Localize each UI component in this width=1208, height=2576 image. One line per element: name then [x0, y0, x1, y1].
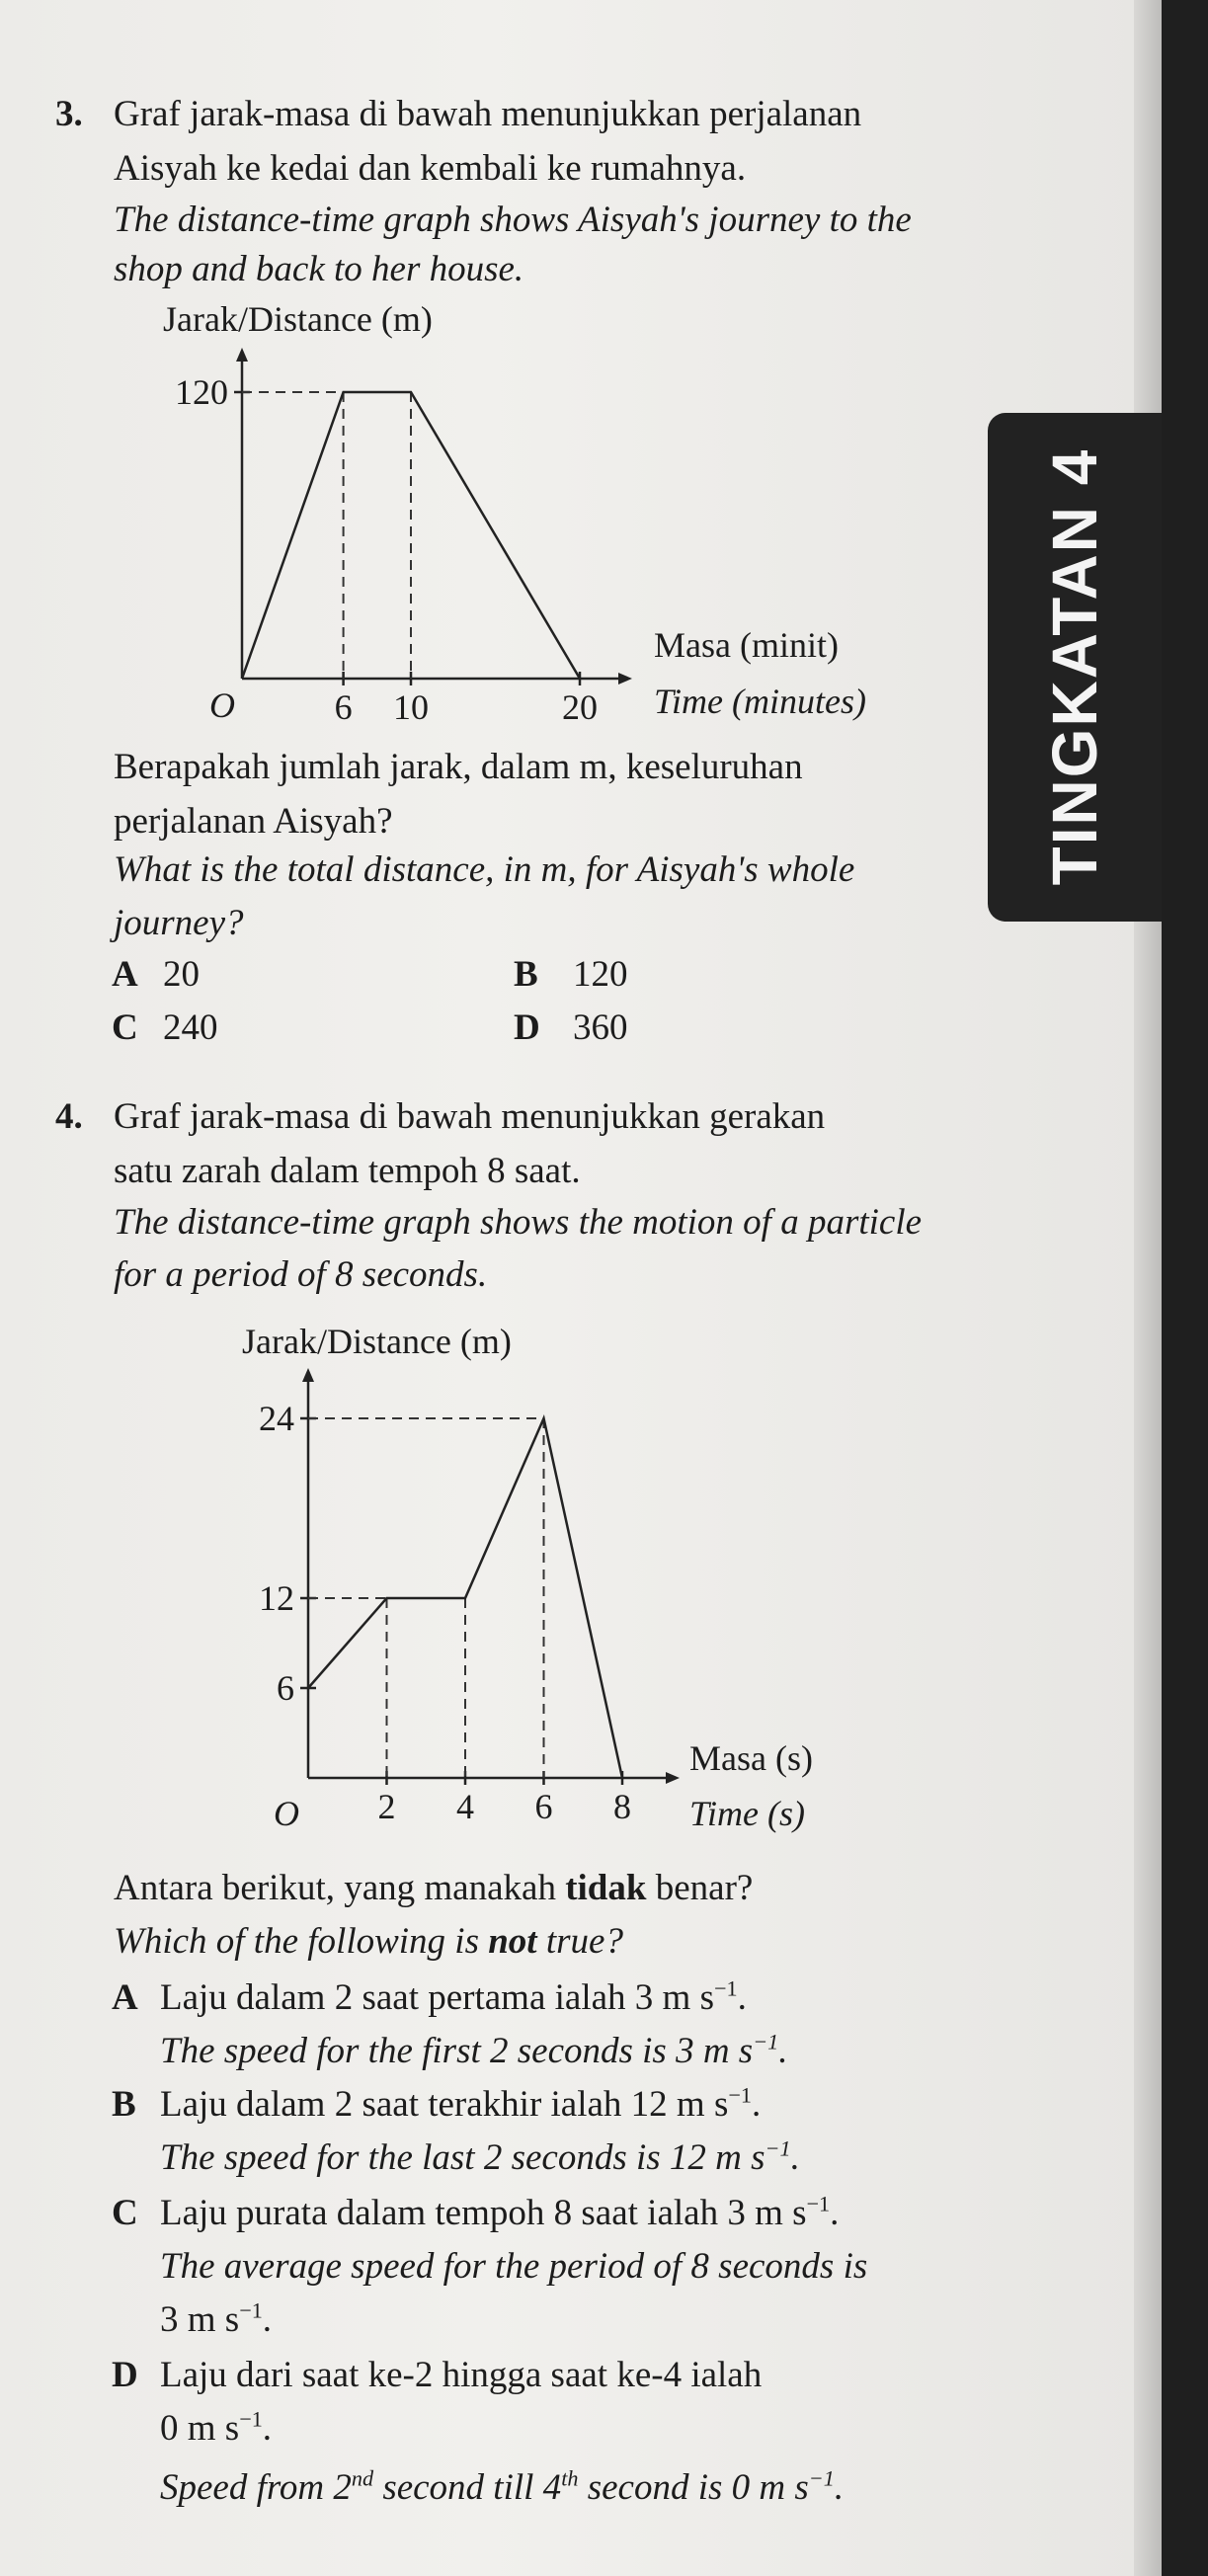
q4-option-a-malay[interactable]: Laju dalam 2 saat pertama ialah 3 m $s^{-1}$.: [160, 1975, 747, 2018]
q4-option-b-english: The speed for the last 2 seconds is 12 m $s^{-1}$.: [160, 2135, 800, 2178]
g1-x-tick-label: 10: [393, 687, 429, 727]
q3-malay-line-1: Graf jarak-masa di bawah menunjukkan perjalanan: [114, 94, 862, 134]
g2-y-tick-label: 6: [277, 1668, 294, 1708]
graph1: [163, 299, 866, 727]
q3-question-english-1: What is the total distance, in m, for Aisyah's whole: [114, 849, 855, 890]
q4-option-b-malay[interactable]: Laju dalam 2 saat terakhir ialah 12 m $s^{-1}$.: [160, 2082, 762, 2125]
q3-english-line-2: shop and back to her house.: [114, 249, 524, 289]
graph2-x-label-malay: Masa (s): [689, 1738, 813, 1778]
q3-option-b-text[interactable]: 120: [573, 954, 628, 995]
q4-malay-line-1: Graf jarak-masa di bawah menunjukkan gerakan: [114, 1096, 826, 1137]
q3-question-english-2: journey?: [114, 903, 244, 943]
q3-english-line-1: The distance-time graph shows Aisyah's journey to the: [114, 200, 912, 240]
q4-option-c-letter: C: [112, 2193, 138, 2233]
q4-english-line-2: for a period of 8 seconds.: [114, 1254, 488, 1295]
graph2-y-axis-arrow: [302, 1368, 314, 1382]
g1-x-tick-label: 6: [334, 687, 353, 727]
q3-option-d-text[interactable]: 360: [573, 1007, 628, 1048]
graph1-y-axis-arrow: [236, 348, 248, 362]
graph1-x-axis-arrow: [618, 673, 632, 684]
graph2: [242, 1322, 813, 1833]
graph1-y-label: Jarak/Distance (m): [163, 299, 433, 339]
g1-x-tick-label: 20: [562, 687, 598, 727]
q4-question-malay: Antara berikut, yang manakah tidak benar?: [114, 1868, 754, 1908]
q4-option-b-letter: B: [112, 2084, 136, 2125]
g2-x-tick-label: 2: [377, 1787, 396, 1826]
q4-option-c-malay[interactable]: Laju purata dalam tempoh 8 saat ialah 3 m $s^{-1}$.: [160, 2191, 840, 2233]
q3-malay-line-2: Aisyah ke kedai dan kembali ke rumahnya.: [114, 148, 747, 189]
graph2-origin: O: [274, 1794, 299, 1833]
q4-malay-line-2: satu zarah dalam tempoh 8 saat.: [114, 1151, 581, 1191]
q3-option-a-letter: A: [112, 954, 138, 995]
q3-option-d-letter: D: [514, 1007, 540, 1048]
graph2-x-axis-arrow: [666, 1772, 680, 1784]
q3-option-a-text[interactable]: 20: [163, 954, 200, 995]
q4-option-d-english: Speed from 2nd second till 4th second is 0 m $s^{-1}$.: [160, 2465, 845, 2508]
g1-y-tick-label: 120: [175, 372, 228, 412]
q3-question-malay-1: Berapakah jumlah jarak, dalam m, keseluruhan: [114, 747, 803, 787]
graph2-y-label: Jarak/Distance (m): [242, 1322, 512, 1361]
chapter-tab-label: TINGKATAN 4: [1039, 447, 1110, 886]
graph1-origin: O: [209, 685, 235, 725]
q4-option-d-malay[interactable]: Laju dari saat ke-2 hingga saat ke-4 ialah: [160, 2355, 763, 2395]
q3-option-c-text[interactable]: 240: [163, 1007, 218, 1048]
q3-option-c-letter: C: [112, 1007, 138, 1048]
q4-option-c-english: The average speed for the period of 8 seconds is: [160, 2246, 868, 2287]
g2-y-tick-label: 12: [259, 1578, 294, 1618]
q3-option-b-letter: B: [514, 954, 538, 995]
q3-number: 3.: [55, 94, 83, 134]
q4-option-c-english-cont: 3 m $s^{-1}$.: [160, 2297, 273, 2340]
q4-question-english: Which of the following is not true?: [114, 1921, 623, 1962]
q3-question-malay-2: perjalanan Aisyah?: [114, 801, 393, 842]
q4-option-a-english: The speed for the first 2 seconds is 3 m $s^{-1}$.: [160, 2029, 788, 2071]
g2-x-tick-label: 4: [456, 1787, 474, 1826]
g2-x-tick-label: 6: [534, 1787, 553, 1826]
graph2-x-label-english: Time (s): [689, 1794, 805, 1833]
q4-english-line-1: The distance-time graph shows the motion of a particle: [114, 1202, 923, 1243]
g2-x-tick-label: 8: [613, 1787, 631, 1826]
q4-option-d-letter: D: [112, 2355, 138, 2395]
graph1-x-label-english: Time (minutes): [654, 682, 866, 721]
q4-option-a-letter: A: [112, 1977, 138, 2018]
graph1-x-label-malay: Masa (minit): [654, 625, 839, 665]
q4-number: 4.: [55, 1096, 83, 1137]
g2-y-tick-label: 24: [259, 1399, 294, 1438]
q4-option-d-malay-cont: 0 m $s^{-1}$.: [160, 2406, 273, 2449]
